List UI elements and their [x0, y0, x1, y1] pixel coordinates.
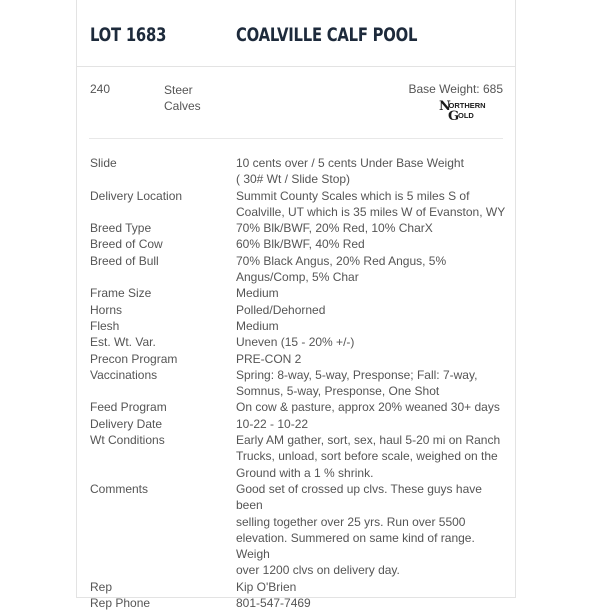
- detail-label: Rep: [90, 579, 113, 594]
- detail-value-line: Medium: [236, 318, 279, 333]
- detail-value: [236, 595, 508, 611]
- detail-value-line: Good set of crossed up clvs. These guys have been: [236, 481, 482, 513]
- detail-row: [77, 481, 515, 579]
- detail-value: [236, 188, 508, 221]
- detail-label: Rep Phone: [90, 596, 151, 611]
- detail-row: [77, 220, 515, 236]
- detail-row: [77, 188, 515, 221]
- sex-class: [164, 82, 224, 114]
- detail-label: Feed Program: [90, 400, 167, 415]
- detail-row: [77, 595, 515, 611]
- detail-label: Precon Program: [90, 351, 178, 366]
- detail-value: [236, 285, 508, 301]
- detail-label: Vaccinations: [90, 367, 158, 382]
- detail-value-line: Summit County Scales which is 5 miles S of: [236, 188, 470, 203]
- lot-header: [77, 0, 515, 67]
- logo-text-top: ORTHERN: [448, 101, 486, 110]
- detail-value-line: 801-547-7469: [236, 596, 311, 611]
- detail-value: [236, 432, 508, 481]
- detail-value-line: Kip O'Brien: [236, 579, 297, 594]
- detail-value-line: Polled/Dehorned: [236, 302, 326, 317]
- detail-value-line: PRE-CON 2: [236, 351, 302, 366]
- detail-label: Breed of Cow: [90, 237, 163, 252]
- head-count: 240: [90, 82, 111, 96]
- detail-value: [236, 481, 508, 579]
- detail-value-line: over 1200 clvs on delivery day.: [236, 563, 400, 578]
- detail-row: [77, 399, 515, 415]
- detail-value: [236, 220, 508, 236]
- detail-value: [236, 236, 508, 252]
- detail-value: [236, 302, 508, 318]
- detail-value-line: Medium: [236, 286, 279, 301]
- lot-details: [77, 155, 515, 611]
- detail-row: [77, 351, 515, 367]
- logo-text-bottom: OLD: [458, 111, 474, 120]
- detail-value-line: Ground with a 1 % shrink.: [236, 465, 374, 480]
- detail-value: [236, 367, 508, 400]
- detail-value-line: 10 cents over / 5 cents Under Base Weight: [236, 156, 464, 170]
- detail-value-line: selling together over 25 yrs. Run over 5500: [236, 514, 466, 529]
- detail-row: [77, 334, 515, 350]
- detail-value: [236, 351, 508, 367]
- detail-label: Comments: [90, 481, 149, 496]
- detail-value: [236, 318, 508, 334]
- detail-value: [236, 155, 508, 188]
- detail-label: Breed of Bull: [90, 253, 159, 268]
- detail-row: [77, 155, 515, 188]
- detail-value-line: elevation. Summered on same kind of range. Weigh: [236, 530, 475, 562]
- detail-row: [77, 432, 515, 481]
- detail-row: [77, 367, 515, 400]
- detail-row: [77, 236, 515, 252]
- base-weight: Base Weight: 685: [408, 82, 503, 96]
- detail-label: Flesh: [90, 318, 120, 333]
- detail-label: Est. Wt. Var.: [90, 335, 156, 350]
- detail-label: Slide: [90, 156, 117, 170]
- detail-label: Frame Size: [90, 286, 152, 301]
- detail-value: [236, 579, 508, 595]
- detail-row: [77, 318, 515, 334]
- detail-label: Delivery Date: [90, 416, 163, 431]
- sex-class-line: Calves: [164, 99, 201, 113]
- detail-value-line: Somnus, 5-way, Presponse, One Shot: [236, 384, 440, 399]
- detail-value-line: Early AM gather, sort, sex, haul 5-20 mi on Ranch: [236, 433, 501, 448]
- lot-card: [76, 0, 516, 611]
- detail-label: Breed Type: [90, 221, 152, 236]
- logo-letter-n: N: [439, 99, 451, 114]
- northern-gold-logo: [439, 98, 493, 122]
- lot-title: COALVILLE CALF POOL: [236, 24, 418, 46]
- detail-value-line: 60% Blk/BWF, 40% Red: [236, 237, 365, 252]
- detail-value-line: Trucks, unload, sort before scale, weighed on the: [236, 449, 498, 464]
- detail-value-line: 70% Black Angus, 20% Red Angus, 5%: [236, 253, 447, 268]
- detail-label: Horns: [90, 302, 123, 317]
- detail-row: [77, 416, 515, 432]
- lot-number: LOT 1683: [90, 24, 167, 46]
- divider: [89, 138, 503, 139]
- detail-value-line: Angus/Comp, 5% Char: [236, 270, 359, 285]
- detail-value-line: On cow & pasture, approx 20% weaned 30+ days: [236, 400, 500, 415]
- detail-row: [77, 253, 515, 286]
- detail-label: Delivery Location: [90, 188, 183, 203]
- detail-value-line: Spring: 8-way, 5-way, Presponse; Fall: 7-way,: [236, 367, 478, 382]
- detail-value-line: ( 30# Wt / Slide Stop): [236, 172, 351, 187]
- detail-value: [236, 253, 508, 286]
- detail-label: Wt Conditions: [90, 433, 165, 448]
- logo-letter-g: G: [448, 109, 460, 122]
- detail-value-line: 10-22 - 10-22: [236, 416, 309, 431]
- sex-class-line: Steer: [164, 83, 193, 97]
- detail-value: [236, 416, 508, 432]
- detail-row: [77, 579, 515, 595]
- detail-value-line: Coalville, UT which is 35 miles W of Evanston, WY: [236, 204, 506, 219]
- detail-value: [236, 334, 508, 350]
- detail-row: [77, 302, 515, 318]
- detail-value: [236, 399, 508, 415]
- detail-value-line: Uneven (15 - 20% +/-): [236, 335, 355, 350]
- detail-row: [77, 285, 515, 301]
- lot-summary: [77, 66, 515, 138]
- detail-value-line: 70% Blk/BWF, 20% Red, 10% CharX: [236, 221, 433, 236]
